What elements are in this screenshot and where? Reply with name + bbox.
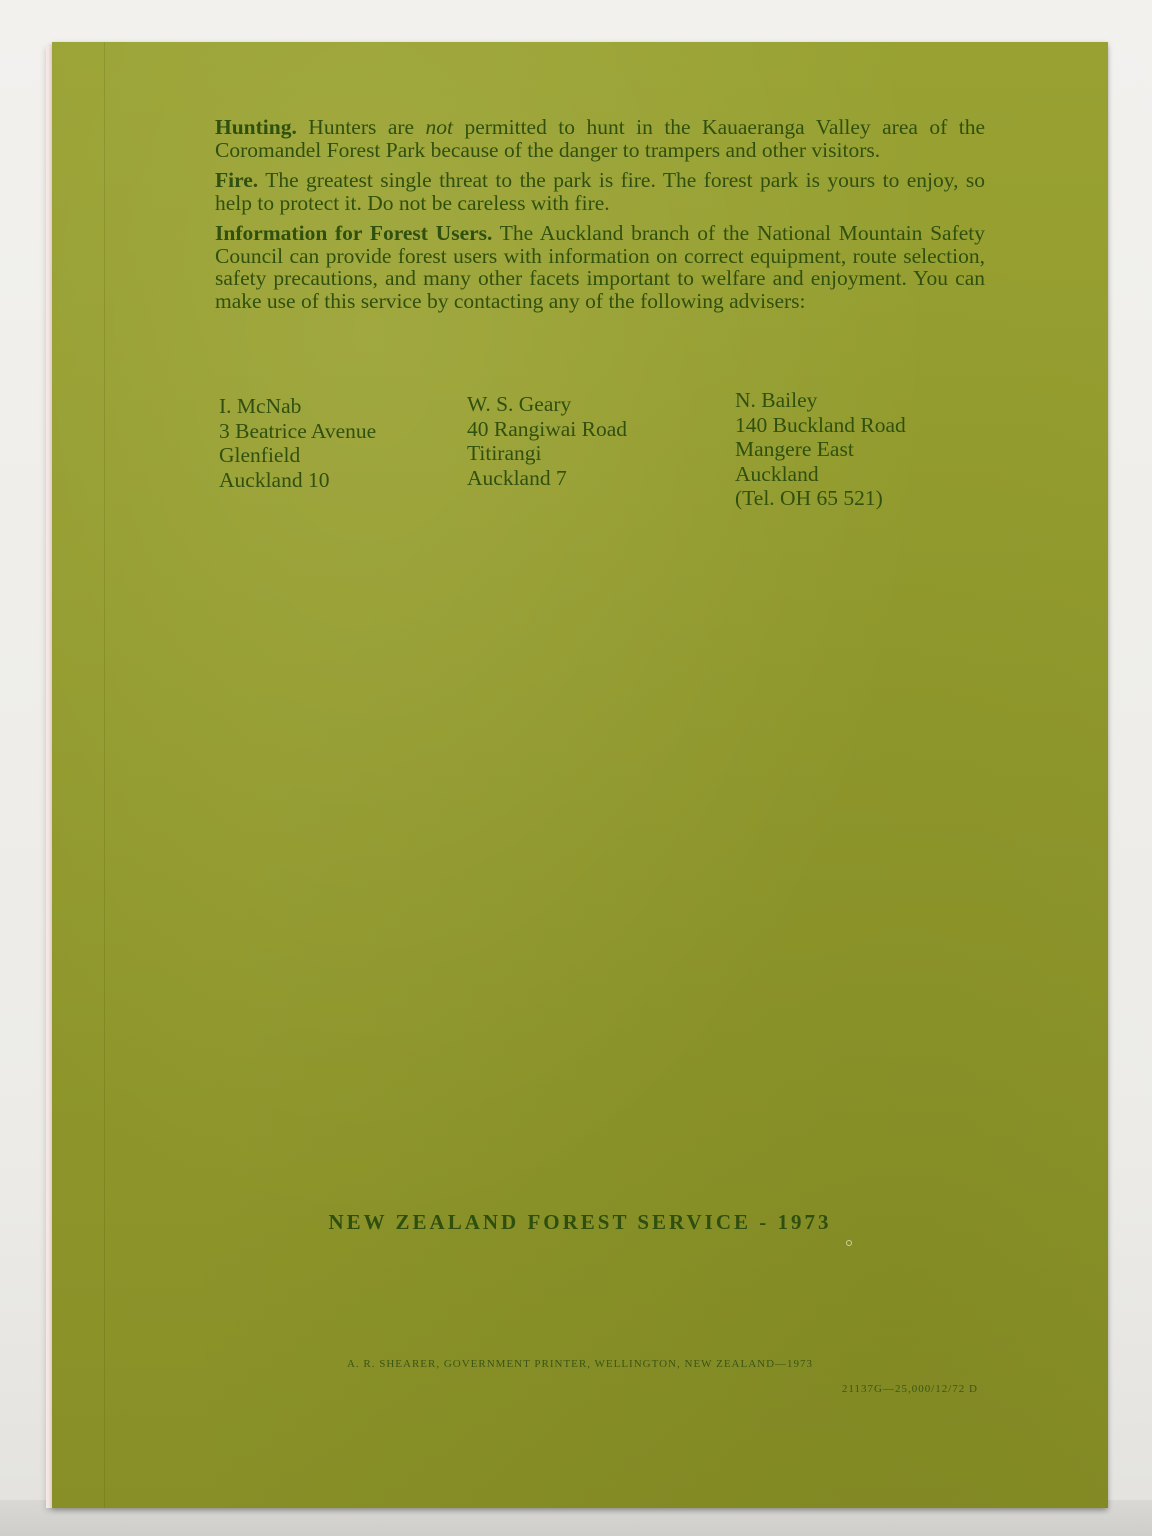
adviser-name: W. S. Geary	[467, 392, 572, 416]
information-text: The Auckland branch of the National Mountain Safety Council can provide forest users with information on correct equipment, route selection, safety precautions, and many other facets important to welfare and enjoyment. You can make use of this service by contacting any of the following advisers:	[215, 221, 986, 313]
notice-text	[215, 116, 985, 320]
hunting-text-after: permitted to hunt in the Kauaeranga Valley area of the Coromandel Forest Park because of the danger to trampers and other visitors.	[215, 115, 985, 162]
adviser-street: 3 Beatrice Avenue	[219, 418, 377, 443]
adviser-address-geary	[467, 392, 627, 490]
adviser-address-mcnab	[219, 394, 376, 492]
adviser-street: 40 Rangiwai Road	[467, 416, 628, 441]
fold-line	[104, 42, 105, 1508]
paper-speck	[846, 1240, 852, 1246]
hunting-paragraph	[215, 116, 985, 161]
fire-text: The greatest single threat to the park is fire. The forest park is yours to enjoy, so help to protect it. Do not be careless with fire.	[215, 168, 985, 215]
fire-paragraph	[215, 169, 985, 214]
fire-heading: Fire.	[215, 168, 259, 192]
adviser-city: Auckland 10	[219, 467, 330, 492]
adviser-name: N. Bailey	[735, 388, 818, 412]
information-heading: Information for Forest Users.	[215, 221, 493, 245]
adviser-name: I. McNab	[219, 394, 302, 418]
print-code: 21137G—25,000/12/72 D	[841, 1383, 978, 1395]
hunting-emphasis: not	[425, 115, 454, 139]
adviser-addresses	[219, 388, 999, 512]
hunting-text-before: Hunters are	[296, 115, 426, 139]
adviser-address-bailey	[735, 388, 906, 511]
adviser-city: Auckland 7	[467, 465, 567, 490]
hunting-heading: Hunting.	[215, 115, 297, 139]
information-paragraph	[215, 222, 985, 312]
adviser-city: Auckland	[735, 461, 819, 486]
printer-imprint: A. R. SHEARER, GOVERNMENT PRINTER, WELLINGTON, NEW ZEALAND—1973	[346, 1358, 814, 1370]
publisher-title: NEW ZEALAND FOREST SERVICE - 1973	[328, 1210, 832, 1234]
adviser-suburb: Mangere East	[735, 437, 854, 461]
adviser-suburb: Titirangi	[467, 441, 542, 465]
booklet-back-cover	[52, 42, 1108, 1508]
adviser-suburb: Glenfield	[219, 443, 301, 467]
adviser-street: 140 Buckland Road	[735, 412, 906, 437]
adviser-phone: (Tel. OH 65 521)	[735, 486, 883, 510]
